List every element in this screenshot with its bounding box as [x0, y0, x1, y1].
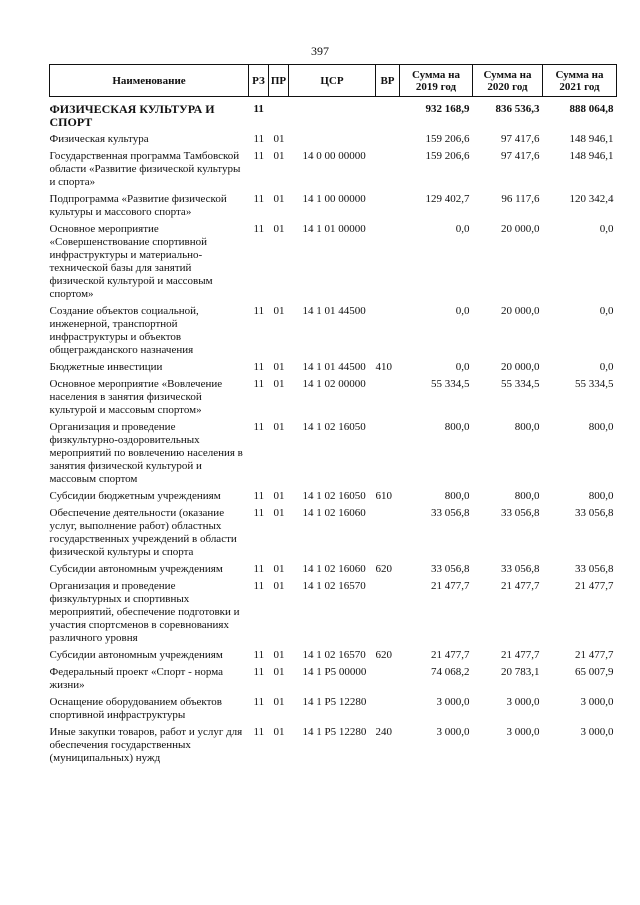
cell-sum-2019: 800,0 [444, 421, 470, 433]
cell-csr: 14 1 02 16060 [302, 507, 366, 519]
cell-pr: 01 [273, 305, 285, 317]
cell-csr: 14 1 00 00000 [302, 193, 366, 205]
cell-csr [289, 97, 376, 130]
header-vr: ВР [376, 65, 400, 97]
cell-sum-2020: 20 000,0 [501, 305, 540, 317]
cell-sum-2020: 33 056,8 [501, 507, 540, 519]
cell-sum-2020: 836 536,3 [495, 103, 540, 115]
table-row [50, 301, 617, 357]
cell-sum-2020: 20 783,1 [501, 666, 540, 678]
table-row [50, 503, 617, 559]
cell-csr: 14 1 02 16060 [302, 563, 366, 575]
cell-csr: 14 1 01 00000 [302, 223, 366, 235]
cell-name: Субсидии бюджетным учреждениям [49, 490, 221, 502]
cell-pr: 01 [273, 421, 285, 433]
cell-vr [376, 129, 400, 146]
cell-rz: 11 [253, 580, 265, 592]
cell-name: Обеспечение деятельности (оказание услуг, выполнение работ) областных государственных учреждений в области физической культуры и спорта [49, 507, 237, 558]
cell-name: Бюджетные инвестиции [49, 361, 163, 373]
table-row [50, 374, 617, 417]
cell-rz: 11 [253, 223, 265, 235]
cell-vr [376, 417, 400, 486]
table-row [50, 722, 617, 765]
cell-sum-2021: 888 064,8 [569, 103, 614, 115]
cell-vr [376, 146, 400, 189]
cell-csr [289, 129, 376, 146]
table-header-row [50, 65, 617, 97]
cell-pr: 01 [273, 726, 285, 738]
cell-vr: 620 [375, 563, 392, 575]
table-row [50, 189, 617, 219]
cell-rz: 11 [253, 305, 265, 317]
cell-pr: 01 [273, 378, 285, 390]
cell-sum-2020: 97 417,6 [501, 133, 540, 145]
cell-rz: 11 [253, 649, 265, 661]
cell-sum-2021: 148 946,1 [569, 150, 614, 162]
cell-rz: 11 [253, 421, 265, 433]
cell-name: Субсидии автономным учреждениям [49, 649, 223, 661]
cell-sum-2020: 20 000,0 [501, 223, 540, 235]
table-row [50, 129, 617, 146]
cell-vr [376, 219, 400, 301]
cell-csr: 14 1 P5 00000 [302, 666, 367, 678]
cell-csr: 14 1 02 00000 [302, 378, 366, 390]
cell-csr: 14 1 01 44500 [302, 361, 366, 373]
cell-rz: 11 [253, 133, 265, 145]
cell-pr: 01 [273, 696, 285, 708]
header-pr: ПР [269, 65, 289, 97]
cell-vr [376, 97, 400, 130]
cell-csr: 14 1 02 16570 [302, 649, 366, 661]
cell-sum-2019: 159 206,6 [425, 150, 470, 162]
cell-sum-2020: 96 117,6 [501, 193, 540, 205]
cell-sum-2021: 0,0 [599, 305, 614, 317]
cell-sum-2019: 21 477,7 [431, 649, 470, 661]
cell-name: Создание объектов социальной, инженерной, транспортной инфраструктуры и объектов общегражданского назначения [49, 305, 199, 356]
cell-rz: 11 [253, 150, 265, 162]
cell-sum-2021: 0,0 [599, 361, 614, 373]
cell-sum-2021: 33 056,8 [575, 563, 614, 575]
cell-pr: 01 [273, 649, 285, 661]
header-name: Наименование [50, 65, 249, 97]
table-row [50, 219, 617, 301]
cell-sum-2019: 0,0 [455, 361, 470, 373]
cell-name: Основное мероприятие «Совершенствование спортивной инфраструктуры и материально-технической базы для занятий физической культурой и массовым спортом» [49, 223, 213, 300]
cell-sum-2019: 932 168,9 [425, 103, 470, 115]
cell-vr [376, 662, 400, 692]
cell-pr [269, 97, 289, 130]
cell-sum-2021: 21 477,7 [575, 649, 614, 661]
cell-sum-2019: 0,0 [455, 305, 470, 317]
cell-rz: 11 [253, 361, 265, 373]
cell-pr: 01 [273, 507, 285, 519]
header-sum-2021: Сумма на 2021 год [543, 65, 617, 97]
cell-sum-2019: 129 402,7 [425, 193, 470, 205]
cell-pr: 01 [273, 666, 285, 678]
cell-csr: 14 1 02 16050 [302, 421, 366, 433]
cell-pr: 01 [273, 563, 285, 575]
page-number: 397 [311, 44, 329, 58]
cell-sum-2020: 21 477,7 [501, 580, 540, 592]
table-row [50, 486, 617, 503]
cell-rz: 11 [253, 507, 265, 519]
cell-sum-2021: 148 946,1 [569, 133, 614, 145]
cell-sum-2020: 33 056,8 [501, 563, 540, 575]
cell-vr [376, 189, 400, 219]
cell-sum-2021: 3 000,0 [580, 696, 614, 708]
cell-name: Основное мероприятие «Вовлечение населения в занятия физической культурой и массовым спортом» [49, 378, 223, 416]
cell-sum-2019: 33 056,8 [431, 507, 470, 519]
cell-vr [376, 503, 400, 559]
cell-sum-2020: 21 477,7 [501, 649, 540, 661]
header-csr: ЦСР [289, 65, 376, 97]
header-sum-2020: Сумма на 2020 год [473, 65, 543, 97]
table-row [50, 357, 617, 374]
table-row [50, 576, 617, 645]
cell-csr: 14 0 00 00000 [302, 150, 366, 162]
cell-vr: 610 [375, 490, 392, 502]
cell-sum-2020: 3 000,0 [506, 726, 540, 738]
cell-sum-2020: 800,0 [514, 490, 540, 502]
cell-csr: 14 1 01 44500 [302, 305, 366, 317]
cell-sum-2019: 0,0 [455, 223, 470, 235]
cell-rz: 11 [253, 563, 265, 575]
cell-sum-2020: 97 417,6 [501, 150, 540, 162]
cell-vr: 620 [375, 649, 392, 661]
cell-sum-2020: 3 000,0 [506, 696, 540, 708]
cell-csr: 14 1 02 16570 [302, 580, 366, 592]
cell-sum-2019: 159 206,6 [425, 133, 470, 145]
cell-vr [376, 301, 400, 357]
cell-sum-2021: 120 342,4 [569, 193, 614, 205]
cell-name: Организация и проведение физкультурных и спортивных мероприятий, обеспечение подготовки и участия спортсменов в соревнованиях различного уровня [49, 580, 240, 644]
header-rz: РЗ [249, 65, 269, 97]
cell-rz: 11 [253, 378, 265, 390]
cell-name: Государственная программа Тамбовской области «Развитие физической культуры и спорта» [49, 150, 241, 188]
cell-pr: 01 [273, 150, 285, 162]
cell-pr: 01 [273, 580, 285, 592]
cell-vr [376, 374, 400, 417]
cell-pr: 01 [273, 361, 285, 373]
cell-name: Субсидии автономным учреждениям [49, 563, 223, 575]
cell-name: Федеральный проект «Спорт - норма жизни» [49, 666, 224, 691]
cell-csr: 14 1 02 16050 [302, 490, 366, 502]
cell-pr: 01 [273, 490, 285, 502]
cell-sum-2021: 800,0 [588, 421, 614, 433]
cell-sum-2021: 3 000,0 [580, 726, 614, 738]
cell-vr [376, 576, 400, 645]
cell-csr: 14 1 P5 12280 [302, 726, 367, 738]
cell-sum-2021: 21 477,7 [575, 580, 614, 592]
cell-sum-2021: 800,0 [588, 490, 614, 502]
cell-vr: 240 [375, 726, 392, 738]
table-row [50, 417, 617, 486]
cell-sum-2019: 74 068,2 [431, 666, 470, 678]
cell-sum-2019: 3 000,0 [436, 696, 470, 708]
table-row [50, 559, 617, 576]
cell-rz: 11 [253, 696, 265, 708]
cell-sum-2021: 0,0 [599, 223, 614, 235]
cell-sum-2020: 20 000,0 [501, 361, 540, 373]
cell-vr: 410 [375, 361, 392, 373]
cell-rz: 11 [253, 193, 265, 205]
table-row [50, 146, 617, 189]
table-row [50, 692, 617, 722]
cell-sum-2021: 65 007,9 [575, 666, 614, 678]
table-row [50, 645, 617, 662]
cell-name: Иные закупки товаров, работ и услуг для обеспечения государственных (муниципальных) нужд [49, 726, 243, 764]
cell-pr: 01 [273, 133, 285, 145]
budget-table [49, 64, 617, 765]
cell-rz: 11 [253, 666, 265, 678]
cell-pr: 01 [273, 193, 285, 205]
cell-sum-2019: 800,0 [444, 490, 470, 502]
table-row [50, 97, 617, 130]
cell-sum-2021: 33 056,8 [575, 507, 614, 519]
cell-sum-2019: 33 056,8 [431, 563, 470, 575]
cell-name: Подпрограмма «Развитие физической культуры и массового спорта» [49, 193, 227, 218]
cell-sum-2021: 55 334,5 [575, 378, 614, 390]
cell-name: ФИЗИЧЕСКАЯ КУЛЬТУРА И СПОРТ [49, 102, 215, 129]
cell-sum-2019: 3 000,0 [436, 726, 470, 738]
table-body [50, 97, 617, 766]
cell-rz: 11 [253, 726, 265, 738]
cell-sum-2020: 55 334,5 [501, 378, 540, 390]
cell-name: Оснащение оборудованием объектов спортивной инфраструктуры [49, 696, 222, 721]
table-row [50, 662, 617, 692]
cell-sum-2020: 800,0 [514, 421, 540, 433]
cell-rz: 11 [253, 103, 264, 115]
cell-pr: 01 [273, 223, 285, 235]
cell-sum-2019: 21 477,7 [431, 580, 470, 592]
header-sum-2019: Сумма на 2019 год [400, 65, 473, 97]
cell-csr: 14 1 P5 12280 [302, 696, 367, 708]
cell-name: Физическая культура [49, 133, 149, 145]
cell-rz: 11 [253, 490, 265, 502]
cell-sum-2019: 55 334,5 [431, 378, 470, 390]
cell-name: Организация и проведение физкультурно-оздоровительных мероприятий по вовлечению населения в занятия физической культурой и массовым спортом [49, 421, 243, 485]
cell-vr [376, 692, 400, 722]
